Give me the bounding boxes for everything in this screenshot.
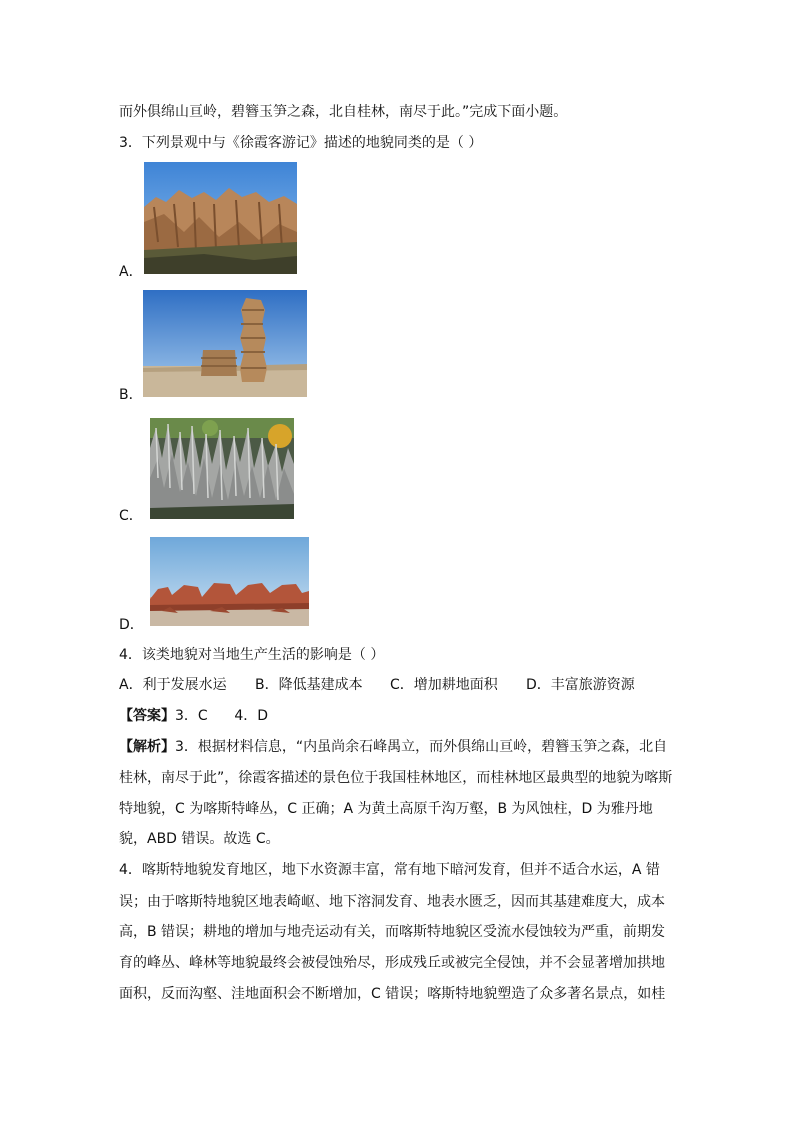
question-3-stem: 3．下列景观中与《徐霞客游记》描述的地貌同类的是（ ） <box>119 135 483 151</box>
option-d-letter: D． <box>119 617 144 633</box>
analysis-line-6: 误；由于喀斯特地貌区地表崎岖、地下溶洞发育、地表水匮乏，因而其基建难度大，成本 <box>119 894 665 910</box>
answer-line <box>119 706 268 726</box>
analysis-line-8: 育的峰丛、峰林等地貌最终会被侵蚀殆尽，形成残丘或被完全侵蚀，并不会显著增加拱地 <box>119 955 665 971</box>
intro-text: 而外俱绵山亘岭，碧簪玉笋之森，北自桂林，南尽于此。”完成下面小题。 <box>119 104 568 120</box>
analysis-line-3: 特地貌，C 为喀斯特峰丛，C 正确；A 为黄土高原千沟万壑，B 为风蚀柱，D 为雅丹地 <box>119 801 653 817</box>
option-b-letter: B． <box>119 387 143 403</box>
analysis-line-9: 面积，反而沟壑、洼地面积会不断增加，C 错误；喀斯特地貌塑造了众多著名景点，如桂 <box>119 986 666 1002</box>
analysis-line-1 <box>119 737 667 757</box>
option-b-image <box>143 290 307 397</box>
option-c-image <box>150 418 294 519</box>
analysis-text-1: 3．根据材料信息，“内虽尚余石峰禺立，而外俱绵山亘岭，碧簪玉笋之森，北自 <box>175 739 668 755</box>
analysis-line-4: 貌，ABD 错误。故选 C。 <box>119 831 280 847</box>
answer-text: 3．C 4．D <box>175 708 269 724</box>
option-a-letter: A． <box>119 264 143 280</box>
analysis-label: 【解析】 <box>119 739 175 755</box>
question-4-option-c: C．增加耕地面积 <box>390 677 498 693</box>
question-4-option-d: D．丰富旅游资源 <box>526 677 635 693</box>
option-a-image <box>144 162 297 274</box>
analysis-line-2: 桂林，南尽于此”，徐霞客描述的景色位于我国桂林地区，而桂林地区最典型的地貌为喀斯 <box>119 770 673 786</box>
analysis-line-5: 4．喀斯特地貌发育地区，地下水资源丰富，常有地下暗河发育，但并不适合水运，A 错 <box>119 862 660 878</box>
analysis-line-7: 高，B 错误；耕地的增加与地壳运动有关，而喀斯特地貌区受流水侵蚀较为严重，前期发 <box>119 924 666 940</box>
question-4-option-a: A．利于发展水运 <box>119 677 227 693</box>
question-4-option-b: B．降低基建成本 <box>255 677 363 693</box>
question-4-stem: 4．该类地貌对当地生产生活的影响是（ ） <box>119 647 385 663</box>
option-d-image <box>150 537 309 626</box>
answer-label: 【答案】 <box>119 708 175 724</box>
option-c-letter: C． <box>119 508 143 524</box>
